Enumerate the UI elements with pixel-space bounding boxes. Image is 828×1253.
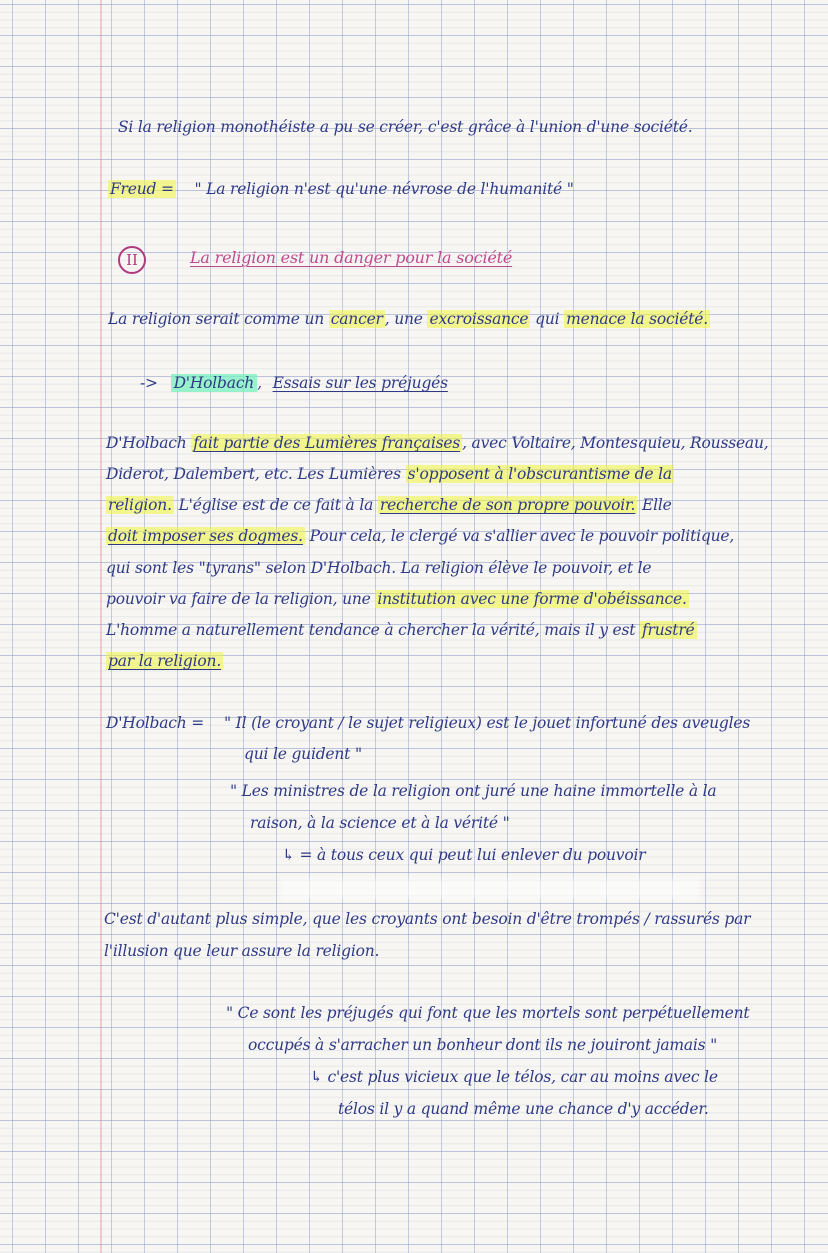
section-number-badge: II <box>118 246 146 274</box>
text-line: La religion serait comme un cancer , une excroissance qui menace la société. <box>108 310 708 328</box>
quote-line: " Les ministres de la religion ont juré une haine immortelle à la <box>230 782 717 800</box>
speaker-label: Freud = <box>110 180 174 198</box>
note-line: ↳ c'est plus vicieux que le télos, car au moins avec le <box>310 1068 718 1086</box>
quote-line: " Il (le croyant / le sujet religieux) est le jouet infortuné des aveugles <box>224 714 751 732</box>
paragraph-line: Diderot, Dalembert, etc. Les Lumières s'opposent à l'obscurantisme de la <box>106 465 672 483</box>
paragraph-line: religion. L'église est de ce fait à la recherche de son propre pouvoir. Elle <box>108 496 672 514</box>
text-line: -> D'Holbach , Essais sur les préjugés <box>140 374 448 392</box>
margin-line <box>100 0 102 1253</box>
paragraph-line: D'Holbach fait partie des Lumières françaises , avec Voltaire, Montesquieu, Rousseau, <box>106 434 769 452</box>
erased-area <box>280 878 700 900</box>
note-line: ↳ = à tous ceux qui peut lui enlever du pouvoir <box>282 846 646 864</box>
paragraph-line: qui sont les "tyrans" selon D'Holbach. La religion élève le pouvoir, et le <box>106 559 652 577</box>
quote-line: raison, à la science et à la vérité " <box>250 814 510 832</box>
quote-line: " Ce sont les préjugés qui font que les mortels sont perpétuellement <box>226 1004 750 1022</box>
text-line <box>108 180 574 198</box>
paragraph-line: l'illusion que leur assure la religion. <box>104 942 380 960</box>
paragraph-line: par la religion. <box>108 652 222 670</box>
section-title: La religion est un danger pour la société <box>190 248 513 267</box>
paragraph-line: L'homme a naturellement tendance à chercher la vérité, mais il y est frustré <box>106 621 695 639</box>
arrow: -> <box>140 374 158 392</box>
note-line: télos il y a quand même une chance d'y accéder. <box>338 1100 709 1118</box>
paragraph-line: doit imposer ses dogmes. Pour cela, le clergé va s'allier avec le pouvoir politique, <box>108 527 735 545</box>
quote-author-label: D'Holbach = <box>106 714 205 732</box>
quote-line: occupés à s'arracher un bonheur dont ils ne jouiront jamais " <box>248 1036 718 1054</box>
paragraph-line: C'est d'autant plus simple, que les croyants ont besoin d'être trompés / rassurés par <box>104 910 751 928</box>
quote-line: qui le guident " <box>244 745 362 763</box>
paragraph-line: pouvoir va faire de la religion, une institution avec une forme d'obéissance. <box>106 590 687 608</box>
author-name: D'Holbach <box>171 374 258 392</box>
text-line: Si la religion monothéiste a pu se créer, c'est grâce à l'union d'une société. <box>118 118 693 136</box>
work-title: Essais sur les préjugés <box>272 374 448 392</box>
quote: " La religion n'est qu'une névrose de l'humanité " <box>194 180 574 198</box>
